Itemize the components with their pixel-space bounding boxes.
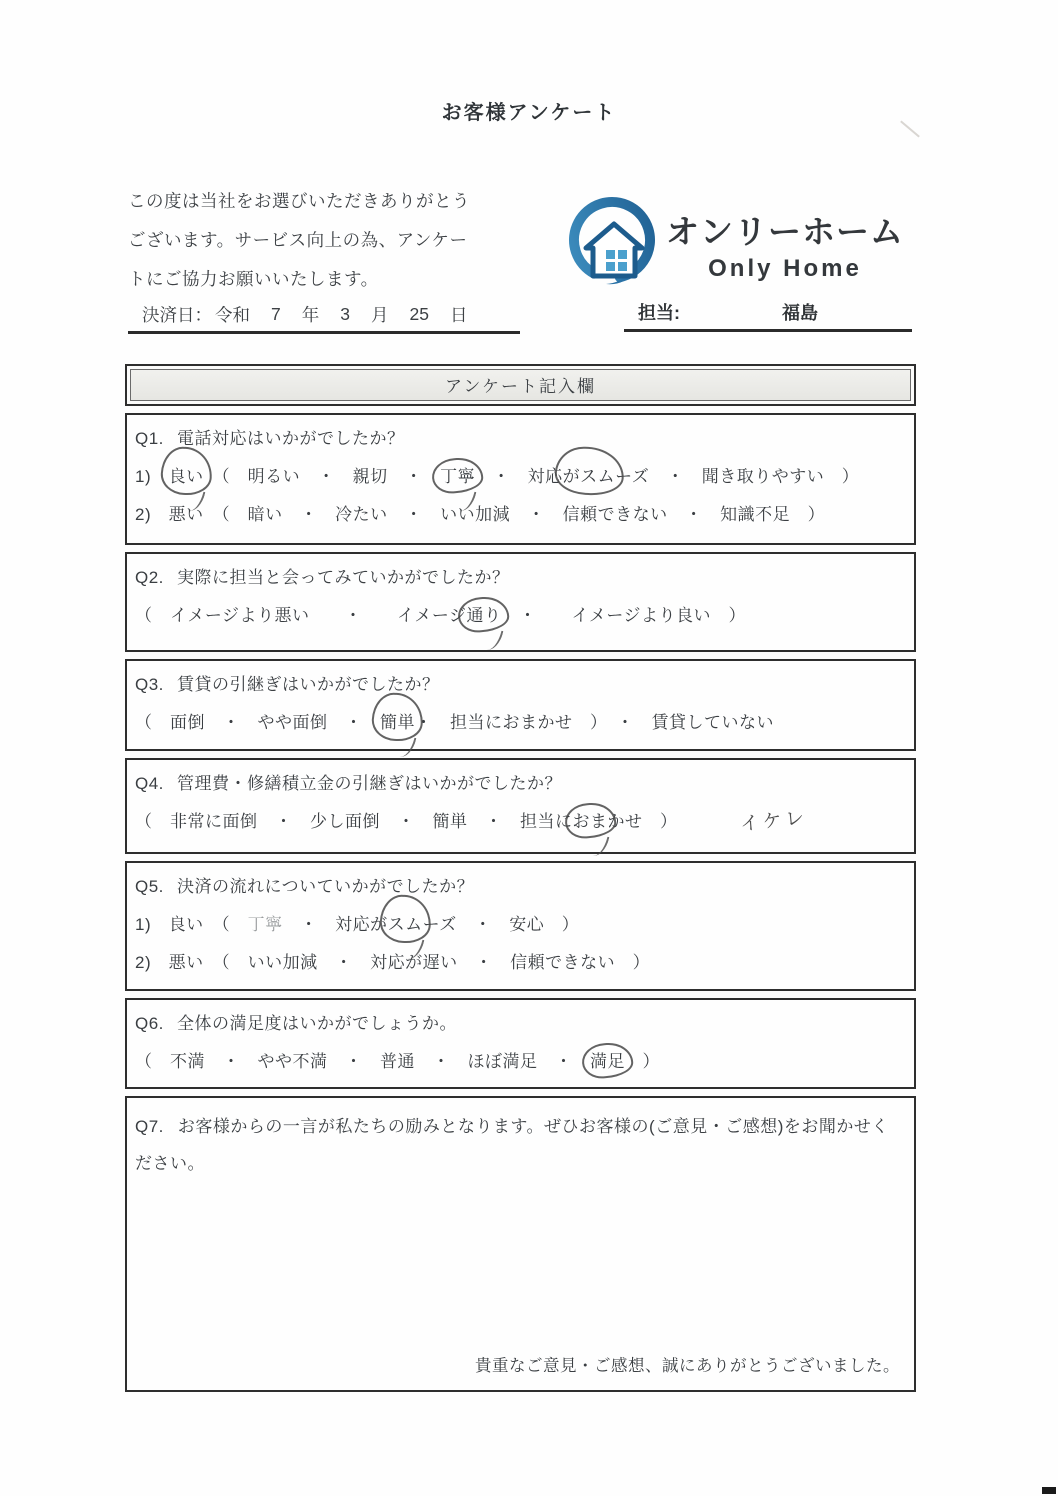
option-segment: 1) 良い （ (135, 915, 248, 934)
option-segment: （ イメージより悪い ・ イメージ (135, 606, 467, 625)
era-label: 令和 (215, 304, 250, 325)
question-text: 全体の満足度はいかがでしょうか。 (177, 1014, 457, 1033)
question-block-q4 (125, 758, 916, 854)
option-row (135, 463, 904, 490)
option-row (135, 501, 904, 528)
intro-line: ございます。サービス向上の為、アンケー (128, 230, 468, 250)
option-segment: 丁寧 (247, 915, 283, 934)
settlement-date-row (128, 297, 520, 334)
circled-answer: 良い (169, 463, 204, 490)
year-value: 7 (271, 303, 281, 324)
option-segment: 2) 悪い （ 暗い ・ 冷たい ・ いい加減 ・ 信頼できない ・ 知識不足 ） (135, 505, 826, 524)
option-row (135, 911, 904, 938)
question-label: Q7. (135, 1117, 164, 1136)
circled-answer: 満足 (590, 1048, 625, 1075)
option-segment: ーズ ・ 安心 ） (422, 915, 580, 934)
logo-name-jp: オンリーホーム (666, 212, 904, 250)
question-label: Q1. (135, 429, 164, 448)
question-text: お客様からの一言が私たちの励みとなります。ぜひお客様の(ご意見・ご感想)をお聞かせください。 (135, 1117, 889, 1173)
question-head (135, 425, 904, 452)
question-block-q2 (125, 552, 916, 652)
comment-area (135, 1182, 904, 1352)
circled-answer: スム (388, 911, 423, 938)
question-text: 実際に担当と会ってみていかがでしたか？ (177, 568, 510, 587)
logo-name-en: Only Home (708, 254, 862, 282)
question-text: 決済の流れについていかがでしたか？ (177, 877, 475, 896)
month-unit: 月 (370, 304, 389, 325)
question-block-q5 (125, 861, 916, 991)
footer-thanks: 貴重なご意見・ご感想、誠にありがとうございました。 (475, 1357, 900, 1375)
survey-header-label: アンケート記入欄 (130, 369, 911, 401)
question-block-q6 (125, 998, 916, 1089)
day-value: 25 (409, 303, 429, 324)
option-row (135, 808, 904, 835)
question-block-q7 (125, 1096, 916, 1392)
question-label: Q2. (135, 568, 164, 587)
question-text: 電話対応はいかがでしたか？ (177, 429, 405, 448)
question-head (135, 1108, 904, 1182)
question-head (135, 1010, 904, 1037)
logo-text (666, 206, 904, 283)
question-label: Q4. (135, 774, 164, 793)
circled-answer: 簡単 (380, 709, 415, 736)
intro-line: トにご協力お願いいたします。 (128, 269, 379, 289)
house-circle-icon (562, 194, 662, 294)
question-head (135, 564, 904, 591)
staff-label: 担当: (638, 302, 680, 323)
option-segment: ・ イメージより良い ） (501, 606, 746, 625)
option-segment: （ 非常に面倒 ・ 少し面倒 ・ 簡単 ・ 担当に (135, 812, 573, 831)
page-title: お客様アンケート (441, 102, 617, 124)
question-block-q3 (125, 659, 916, 751)
option-row (135, 1048, 904, 1075)
option-segment: ーズ ・ 聞き取りやすい ） (615, 467, 860, 486)
circled-answer: おま (573, 808, 608, 835)
question-head (135, 873, 904, 900)
option-segment: ） (625, 1052, 660, 1071)
circled-answer: がスム (563, 463, 616, 490)
survey-header (125, 364, 916, 406)
option-segment: （ 明るい ・ 親切 ・ (203, 467, 441, 486)
year-unit: 年 (301, 304, 320, 325)
option-segment: ・ 対応 (475, 467, 563, 486)
staff-row (624, 294, 912, 332)
handwritten-note: イケレ (738, 807, 809, 836)
option-segment: ・ 担当におまかせ ） ・ 賃貸していない (415, 713, 774, 732)
option-row (135, 949, 904, 976)
option-row (135, 709, 904, 736)
question-label: Q5. (135, 877, 164, 896)
option-segment: ・ 対応が (282, 915, 388, 934)
company-logo (562, 192, 912, 296)
intro-line: この度は当社をお選びいただきありがとう (128, 191, 470, 211)
intro-text (128, 182, 538, 299)
option-segment: かせ ） (607, 812, 678, 831)
option-segment: 1) (135, 467, 169, 486)
scan-artifact (1042, 1487, 1056, 1494)
question-head (135, 770, 904, 797)
circled-answer: 通り (466, 602, 501, 629)
staff-name: 福島 (782, 302, 818, 323)
option-row (135, 602, 904, 629)
question-text: 管理費・修繕積立金の引継ぎはいかがでしたか？ (177, 774, 562, 793)
option-segment: 2) 悪い （ いい加減 ・ 対応が遅い ・ 信頼できない ） (135, 953, 651, 972)
survey-table (125, 364, 916, 1392)
question-label: Q3. (135, 675, 164, 694)
question-block-q1 (125, 413, 916, 545)
question-text: 賃貸の引継ぎはいかがでしたか？ (177, 675, 440, 694)
question-head (135, 671, 904, 698)
option-segment: （ 面倒 ・ やや面倒 ・ (135, 713, 380, 732)
question-label: Q6. (135, 1014, 164, 1033)
day-unit: 日 (449, 304, 468, 325)
month-value: 3 (340, 303, 350, 324)
settlement-date-label: 決済日： (142, 304, 212, 325)
circled-answer: 丁寧 (440, 463, 475, 490)
option-segment: （ 不満 ・ やや不満 ・ 普通 ・ ほぼ満足 ・ (135, 1052, 590, 1071)
